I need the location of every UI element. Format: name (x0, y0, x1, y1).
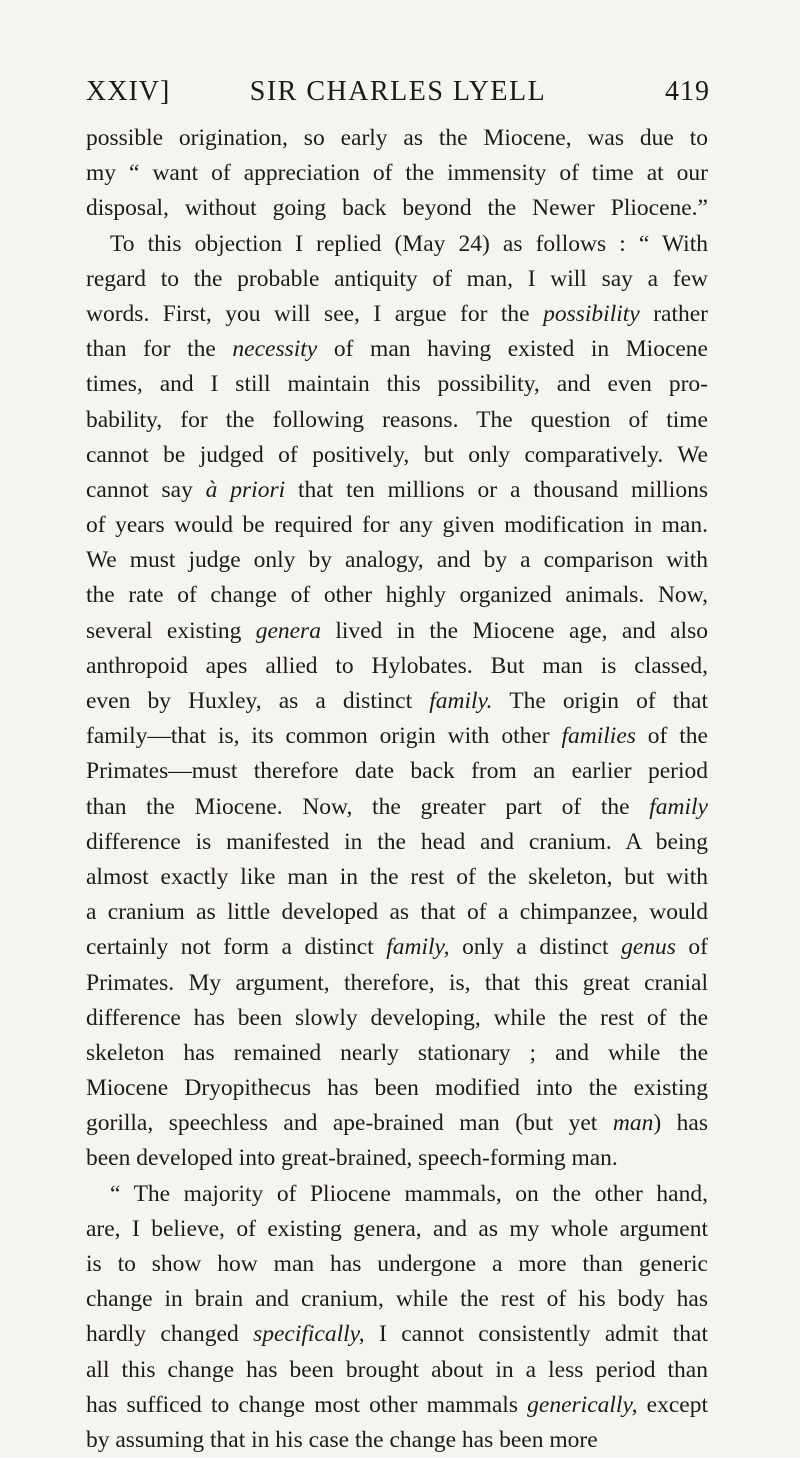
text-line (86, 1036, 708, 1071)
text-segment: change in brain and cranium, while the rest of his body has (86, 1286, 708, 1313)
text-line (86, 121, 708, 156)
text-segment: rather (639, 300, 708, 327)
text-line (86, 508, 708, 543)
text-segment: the rate of change of other highly organized animals. Now, (86, 582, 708, 609)
italic-text: generically, (527, 1391, 638, 1418)
text-line (86, 895, 708, 930)
text-segment: To this objection I replied (May 24) as follows : “ With (110, 230, 708, 257)
text-segment: regard to the probable antiquity of man, I will say a few (86, 265, 708, 292)
text-line (86, 543, 708, 578)
italic-text: possibility (543, 300, 640, 327)
text-segment: of (675, 934, 708, 961)
text-segment: has sufficed to change most other mammals (86, 1391, 528, 1418)
text-segment: even by Huxley, as a distinct (86, 688, 430, 714)
text-line (86, 790, 708, 825)
text-line (86, 754, 708, 789)
text-line (86, 684, 708, 719)
text-segment: cannot be judged of positively, but only comparatively. We (86, 441, 708, 468)
text-line (86, 1177, 708, 1212)
text-segment: than for the (86, 336, 233, 363)
text-line (86, 227, 708, 262)
text-line (86, 1001, 708, 1036)
text-segment: Miocene Dryopithecus has been modified into the existing (86, 1075, 708, 1102)
text-segment: times, and I still maintain this possibility, and even pro- (86, 371, 708, 398)
text-line (86, 649, 708, 684)
text-segment: my “ want of appreciation of the immensity of time at our (86, 160, 708, 187)
text-segment: The origin of that (492, 688, 708, 714)
italic-text: genus (621, 934, 676, 961)
text-line (86, 262, 708, 297)
text-segment: are, I believe, of existing genera, and as my whole argument (86, 1215, 708, 1242)
text-segment: skeleton has remained nearly stationary ; and while the (86, 1039, 708, 1066)
text-line (86, 719, 708, 754)
text-line (86, 614, 708, 649)
text-line (86, 1388, 708, 1423)
italic-text: family (649, 793, 708, 820)
text-segment: I cannot consistently admit that (364, 1321, 709, 1348)
text-segment: of years would be required for any given modification in man. (86, 512, 708, 539)
text-line (86, 297, 708, 332)
italic-text: à priori (205, 476, 286, 503)
text-segment: bability, for the following reasons. The question of time (86, 406, 708, 433)
chapter-number: XXIV] (86, 76, 171, 107)
text-line (86, 578, 708, 613)
text-segment: almost exactly like man in the rest of the skeleton, but with (86, 863, 708, 890)
text-line (86, 1317, 708, 1352)
text-segment: gorilla, speechless and ape-brained man (but yet (86, 1110, 613, 1137)
text-segment: Primates. My argument, therefore, is, that this great cranial (86, 969, 708, 996)
text-line (86, 1141, 708, 1176)
text-line (86, 1106, 708, 1141)
running-title: SIR CHARLES LYELL (249, 76, 547, 107)
text-line (86, 156, 708, 191)
text-line (86, 403, 708, 438)
text-segment: Primates—must therefore date back from an earlier period (86, 758, 708, 785)
text-segment: cannot say (86, 476, 206, 503)
text-line (86, 473, 708, 508)
text-line (86, 1423, 708, 1458)
text-segment: is to show how man has undergone a more than generic (86, 1251, 708, 1277)
text-segment: of man having existed in Miocene (317, 336, 708, 363)
italic-text: man (612, 1110, 654, 1137)
text-line (86, 438, 708, 473)
text-line (86, 1282, 708, 1317)
text-segment: that ten millions or a thousand millions (285, 476, 708, 503)
text-line (86, 191, 708, 226)
text-line (86, 1212, 708, 1247)
text-segment: “ The majority of Pliocene mammals, on the other hand, (110, 1180, 708, 1207)
text-segment: hardly changed (86, 1321, 254, 1348)
italic-text: genera (255, 617, 321, 644)
text-line (86, 930, 708, 965)
text-line (86, 332, 708, 367)
text-segment: a cranium as little developed as that of a chimpanzee, would (86, 899, 708, 926)
text-segment: except (637, 1391, 708, 1418)
text-segment: been developed into great-brained, speech-forming man. (86, 1145, 618, 1172)
text-line (86, 1071, 708, 1106)
italic-text: family. (429, 688, 493, 714)
text-segment: anthropoid apes allied to Hylobates. But man is classed, (86, 652, 708, 679)
page-number: 419 (665, 76, 710, 107)
text-segment: lived in the Miocene age, and also (320, 617, 708, 644)
text-segment: ) has (653, 1110, 708, 1137)
body-text (86, 121, 708, 1458)
text-segment: by assuming that in his case the change has been more (86, 1426, 598, 1453)
italic-text: families (561, 723, 636, 750)
text-line (86, 860, 708, 895)
text-line (86, 1247, 708, 1282)
text-segment: words. First, you will see, I argue for the (86, 300, 544, 327)
text-line (86, 1353, 708, 1388)
text-segment: all this change has been brought about in a less period than (86, 1356, 708, 1383)
italic-text: specifically, (253, 1321, 365, 1348)
text-segment: possible origination, so early as the Miocene, was due to (86, 125, 708, 151)
text-segment: several existing (86, 617, 256, 644)
italic-text: family, (386, 934, 450, 961)
text-line (86, 825, 708, 860)
text-segment: difference has been slowly developing, while the rest of the (86, 1004, 708, 1031)
text-segment: only a distinct (449, 934, 622, 961)
italic-text: necessity (232, 336, 318, 363)
text-segment: We must judge only by analogy, and by a comparison with (86, 547, 708, 574)
text-segment: disposal, without going back beyond the Newer Pliocene.” (86, 195, 708, 222)
text-line (86, 966, 708, 1001)
running-header (86, 76, 710, 116)
text-segment: family—that is, its common origin with other (86, 723, 562, 750)
text-segment: of the (635, 723, 708, 750)
text-segment: difference is manifested in the head and cranium. A being (86, 828, 708, 855)
text-line (86, 367, 708, 402)
text-segment: than the Miocene. Now, the greater part of the (86, 793, 650, 820)
text-segment: certainly not form a distinct (86, 934, 387, 961)
